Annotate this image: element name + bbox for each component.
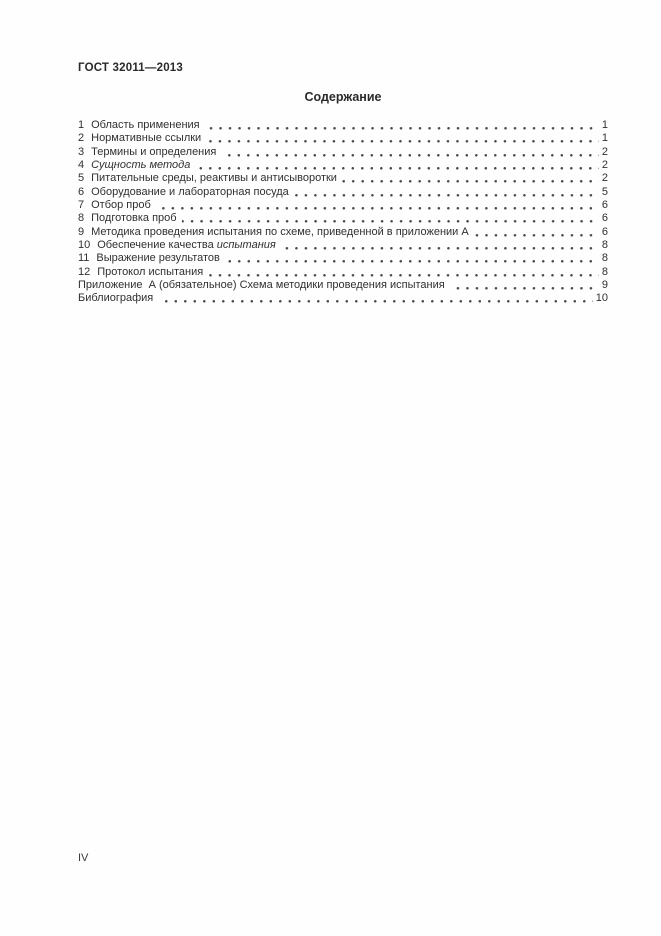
toc-entry [78, 132, 608, 145]
toc-entry [78, 266, 608, 279]
toc-entry-number: 7 [78, 199, 85, 212]
toc-entry-title: Методика проведения испытания по схеме, приведенной в приложении А [91, 225, 469, 238]
toc-entry-title: Термины и определения [91, 145, 217, 158]
dot-leader [208, 274, 599, 277]
page-number-roman: IV [78, 852, 89, 864]
toc-entry-title: Библиография [78, 292, 154, 305]
toc-entry [78, 252, 608, 265]
toc-entry-title: Область применения [91, 119, 200, 131]
dot-leader [450, 287, 599, 290]
dot-leader [294, 194, 599, 197]
dot-leader [206, 140, 599, 143]
toc-entry-page: 2 [601, 172, 608, 185]
toc-entry-page: 8 [601, 265, 608, 278]
toc-entry-title-italic: Сущность метода [91, 159, 191, 172]
toc-entry [78, 212, 608, 225]
toc-entry [78, 279, 608, 292]
dot-leader [195, 167, 599, 170]
dot-leader [281, 247, 599, 250]
toc-entry [78, 226, 608, 239]
toc-entry-number: 8 [78, 212, 85, 225]
toc-entry-page: 2 [601, 159, 608, 172]
toc-entry-page: 1 [601, 132, 608, 145]
toc-entry [78, 146, 608, 159]
toc-entry [78, 159, 608, 172]
dot-leader [225, 260, 599, 263]
standard-designation: ГОСТ 32011—2013 [78, 62, 183, 74]
toc-entry-title: Выражение результатов [96, 252, 220, 265]
toc-entry-title: Оборудование и лабораторная посуда [91, 185, 289, 198]
toc-entry-number: 9 [78, 225, 85, 238]
toc-entry-title: Приложение А (обязательное) Схема методики проведения испытания [78, 279, 445, 292]
toc-entry-number: 11 [78, 252, 90, 265]
toc-entry [78, 239, 608, 252]
toc-entry-title: Питательные среды, реактивы и антисыворотки [91, 172, 337, 185]
dot-leader [182, 220, 599, 223]
toc-entry-number: 3 [78, 145, 85, 158]
toc-entry-number: 10 [78, 239, 91, 252]
toc-entry-page: 8 [601, 239, 608, 252]
page-title: Содержание [304, 90, 382, 104]
toc-entry-number: 4 [78, 159, 85, 172]
toc-entry-page: 9 [601, 279, 608, 292]
toc-entry-title: Подготовка проб [91, 212, 177, 225]
dot-leader [221, 154, 599, 157]
dot-leader [156, 207, 599, 210]
toc-entry-page: 6 [601, 199, 608, 212]
toc-entry-title: Протокол испытания [97, 265, 204, 278]
toc-entry [78, 199, 608, 212]
toc-entry [78, 172, 608, 185]
dot-leader [474, 234, 599, 237]
toc-entry-number: 5 [78, 172, 85, 185]
toc-entry-title: Нормативные ссылки [91, 132, 202, 145]
dot-leader [158, 300, 593, 303]
toc-entry-number: 1 [78, 119, 85, 131]
toc-entry-number: 2 [78, 132, 85, 145]
toc-entry [78, 119, 608, 132]
dot-leader [342, 180, 599, 183]
toc-entry-page: 8 [601, 252, 608, 265]
toc-entry-page: 6 [601, 212, 608, 225]
toc-entry-page: 10 [595, 292, 608, 305]
toc-entry-page: 1 [601, 119, 608, 131]
toc-entry-page: 5 [601, 185, 608, 198]
toc-entry [78, 186, 608, 199]
toc-entry-page: 2 [601, 145, 608, 158]
toc-entry [78, 292, 608, 305]
toc-entry-number: 6 [78, 185, 85, 198]
toc-entry-title: Обеспечение качества [97, 239, 217, 252]
toc-entry-page: 6 [601, 225, 608, 238]
toc-entry-number: 12 [78, 265, 91, 278]
toc-entry-title: Отбор проб [91, 199, 151, 212]
toc-entry-title-italic: испытания [216, 239, 276, 252]
dot-leader [205, 127, 599, 130]
toc-list [78, 119, 608, 306]
